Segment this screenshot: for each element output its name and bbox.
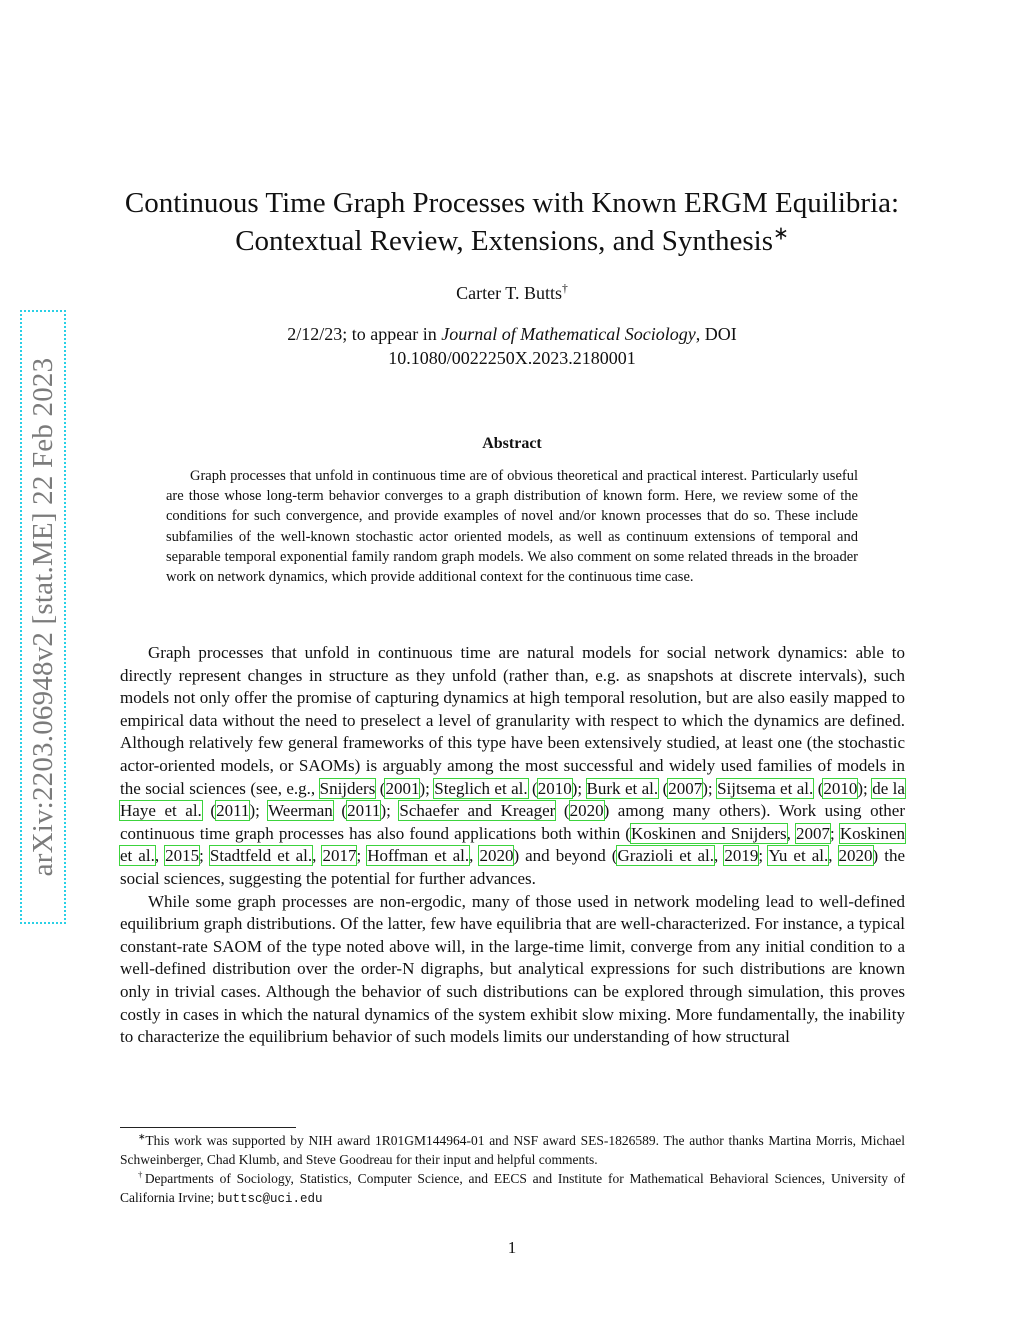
citation-year-link[interactable]: 2020 [838,846,873,866]
journal-name: Journal of Mathematical Sociology [441,324,696,344]
citation-year-link[interactable]: 2017 [322,846,357,866]
abstract-text: Graph processes that unfold in continuous time are of obvious theoretical and practical interest. Particularly useful are those whose long-term behavior converges to a graph distribution of known form. Here, we review some of the conditions for such convergence, and provide examples of novel and/or known processes that do so. These include subfamilies of the well-known stochastic actor oriented models, as well as continuum extensions of temporal and separable temporal exponential family random graph models. We also comment on some related threads in the broader work on network dynamics, which provide additional context for the continuous time case. [166,468,858,586]
citation-year-link[interactable]: 2011 [216,801,250,821]
citation-link[interactable]: Sijtsema et al. [717,778,814,798]
citation-link[interactable]: Hoffman et al. [367,846,470,866]
arxiv-identifier[interactable]: arXiv:2203.06948v2 [stat.ME] 22 Feb 2023 [20,310,66,924]
citation-link[interactable]: Steglich et al. [434,778,528,798]
author-footnote-mark: † [561,282,568,295]
citation-year-link[interactable]: 2007 [796,823,830,843]
author-name: Carter T. Butts† [456,282,568,303]
citation-year-link[interactable]: 2020 [479,846,514,866]
citation-year-link[interactable]: 2001 [385,778,420,798]
citation-link[interactable]: Grazioli et al. [617,846,715,866]
citation-link[interactable]: Stadtfeld et al. [209,846,313,866]
page-number: 1 [507,1238,517,1257]
citation-year-link[interactable]: 2010 [537,778,572,798]
citation-year-link[interactable]: 2020 [569,801,604,821]
citation-link[interactable]: Yu et al. [768,846,829,866]
doi[interactable]: 10.1080/0022250X.2023.2180001 [388,348,636,368]
citation-year-link[interactable]: 2019 [724,846,759,866]
abstract-body [166,466,858,587]
arxiv-stamp[interactable] [20,310,72,924]
paper-title [100,184,924,260]
citation-link[interactable]: Weerman [268,801,333,821]
author-email[interactable]: buttsc@uci.edu [217,1192,323,1206]
abstract-heading: Abstract [482,435,542,452]
publication-info: 2/12/23; to appear in Journal of Mathematical Sociology, DOI 10.1080/0022250X.2023.2180001 [100,322,924,370]
title-footnote-mark: ∗ [773,223,789,245]
main-text [120,642,905,1049]
footnote-1: ∗This work was supported by NIH award 1R01GM144964-01 and NSF award SES-1826589. The author thanks Martina Morris, Michael Schweinberger, Chad Klumb, and Steve Goodreau for their input and helpful comments. [120,1131,905,1167]
paragraph-1: Graph processes that unfold in continuous time are natural models for social network dynamics: able to directly represent changes in structure as they unfold (rather than, e.g. as snapshots at discrete intervals), such models not only offer the promise of capturing dynamics at high temporal resolution, but are also easily mapped to empirical data without the need to preselect a level of granularity with respect to which the dynamics are defined. Although relatively few general frameworks of this type have been extensively studied, at least one (the stochastic actor-oriented models, or SAOMs) is arguably among the most successful and widely used families of models in the social sciences (see, e.g., Snijders (2001); Steglich et al. (2010); Burk et al. (2007); Sijtsema et al. (2010); de la Haye et al. (2011); Weerman (2011); Schaefer and Kreager (2020) among many others). Work using other continuous time graph processes has also found applications both within (Koskinen and Snijders, 2007; Koskinen et al., 2015; Stadtfeld et al., 2017; Hoffman et al., 2020) and beyond (Grazioli et al., 2019; Yu et al., 2020) the social sciences, suggesting the potential for further advances. [120,643,906,888]
citation-link[interactable]: Schaefer and Kreager [399,801,556,821]
footnote-2: †Departments of Sociology, Statistics, Computer Science, and EECS and Institute for Mathematical Behavioral Sciences, University of California Irvine; buttsc@uci.edu [120,1169,905,1206]
paragraph-2: While some graph processes are non-ergodic, many of those used in network modeling lead to well-defined equilibrium graph distributions. Of the latter, few have equilibria that are well-characterized. For instance, a typical constant-rate SAOM of the type noted above will, in the large-time limit, converge from any initial condition to a well-defined distribution over the order-N digraphs, but analytical expressions for such distributions are known only in trivial cases. Although the behavior of such distributions can be explored through simulation, this proves costly in cases in which the natural dynamics of the system exhibit slow mixing. More fundamentally, the inability to characterize the equilibrium behavior of such models limits our understanding of how structural [120,891,905,1047]
citation-year-link[interactable]: 2015 [165,846,200,866]
citation-year-link[interactable]: 2011 [347,801,381,821]
footnotes [120,1131,905,1209]
citation-link[interactable]: Koskinen et al. [120,823,906,866]
citation-link[interactable]: de la Haye et al. [120,778,905,821]
citation-link[interactable]: Snijders [319,778,376,798]
citation-link[interactable]: Koskinen and Snijders [630,823,787,843]
footnote-divider [120,1127,296,1128]
citation-year-link[interactable]: 2010 [823,778,858,798]
title-line-2: Contextual Review, Extensions, and Synthesis∗ [235,223,789,257]
title-line-1: Continuous Time Graph Processes with Known ERGM Equilibria: [124,187,900,219]
citation-year-link[interactable]: 2007 [668,778,703,798]
citation-link[interactable]: Burk et al. [586,778,659,798]
